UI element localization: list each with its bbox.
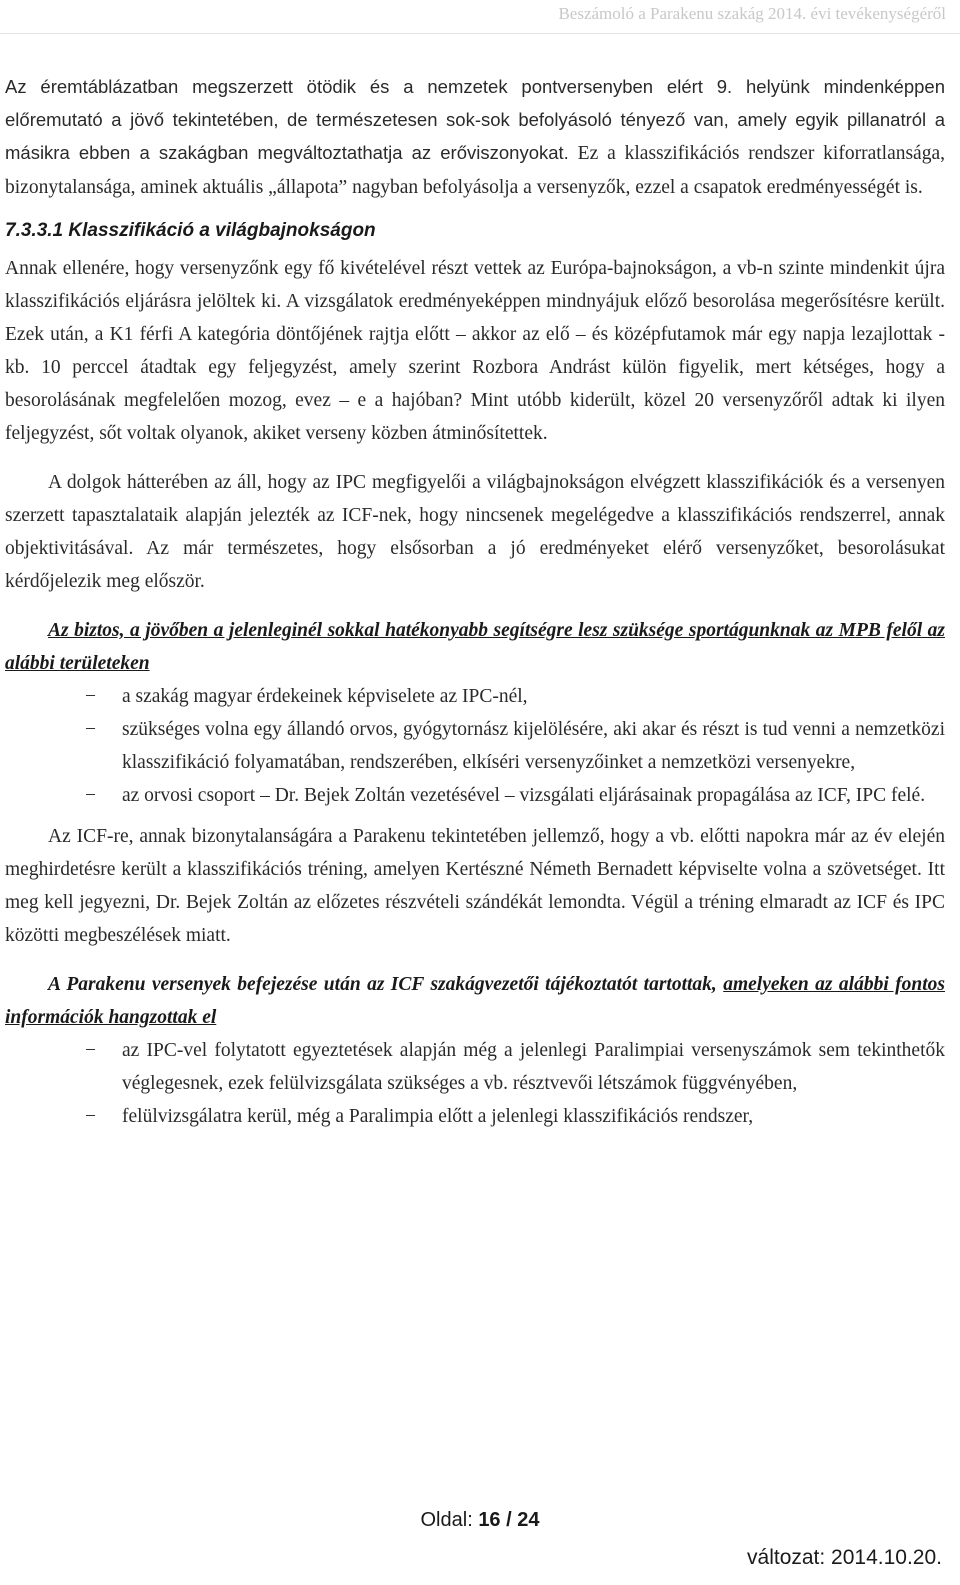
section-heading: 7.3.3.1 Klasszifikáció a világbajnokságon bbox=[5, 220, 376, 241]
dash-bullet: − bbox=[85, 719, 96, 740]
paragraph-background: A dolgok hátterében az áll, hogy az IPC megfigyelői a világbajnokságon elvégzett klasszifikációk és a versenyen szerzett tapasztalataik alapján jelezték az ICF-nek, hogy nincsenek megelégedve a klasszifikációs rendszerrel, annak objektivitásával. Az már természetes, hogy elsősorban a jó eredményeket elérő versenyzőket, besorolásukat kérdőjelezik meg először. bbox=[5, 472, 945, 592]
header-divider bbox=[0, 33, 960, 34]
intro-paragraph bbox=[5, 70, 945, 204]
list-item bbox=[5, 680, 945, 713]
needs-heading bbox=[5, 614, 945, 680]
intro-sentence-1: Az éremtáblázatban megszerzett ötödik és a nemzetek pontversenyben elért 9. helyünk mindenképpen előremutató a jövő tekintetében, de természetesen sok-sok befolyásoló tényező van, amely egyik pillanatról a másikra ebben a szakágban megváltoztathatja az erőviszonyokat. bbox=[5, 76, 945, 163]
icf-briefing-list bbox=[5, 1034, 945, 1133]
dash-bullet: − bbox=[85, 686, 96, 707]
dash-bullet: − bbox=[85, 1106, 96, 1127]
list-item-text: az orvosi csoport – Dr. Bejek Zoltán vezetésével – vizsgálati eljárásainak propagálása az ICF, IPC felé. bbox=[122, 785, 926, 806]
spacer bbox=[5, 952, 945, 968]
needs-list bbox=[5, 680, 945, 812]
list-item-text: a szakág magyar érdekeinek képviselete az IPC-nél, bbox=[122, 686, 528, 707]
list-item bbox=[5, 713, 945, 779]
intro-sentence-2: Ez a klasszifikációs rendszer kiforratlansága, bizonytalansága, aminek aktuális „állapota” nagyban befolyásolja a versenyzők, ezzel a csapatok eredményességét is. bbox=[5, 143, 945, 198]
dash-bullet: − bbox=[85, 785, 96, 806]
running-header: Beszámoló a Parakenu szakág 2014. évi tevékenységéről bbox=[558, 4, 946, 23]
dash-bullet: − bbox=[85, 1040, 96, 1061]
paragraph-icf: Az ICF-re, annak bizonytalanságára a Parakenu tekintetében jellemző, hogy a vb. előtti napokra már az év elején meghirdetésre került a klasszifikációs tréning, amelyen Kertészné Németh Bernadett képviselte volna a szövetséget. Itt meg kell jegyezni, Dr. Bejek Zoltán az előzetes részvételi szándékát lemondta. Végül a tréning elmaradt az ICF és IPC közötti megbeszélések miatt. bbox=[5, 826, 945, 946]
list-item bbox=[5, 779, 945, 812]
list-item bbox=[5, 1100, 945, 1133]
list-item bbox=[5, 1034, 945, 1100]
list-item-text: felülvizsgálatra kerül, még a Paralimpia előtt a jelenlegi klasszifikációs rendszer, bbox=[122, 1106, 754, 1127]
spacer bbox=[5, 598, 945, 614]
needs-heading-text: Az biztos, a jövőben a jelenleginél sokkal hatékonyabb segítségre lesz szüksége sportágunknak az MPB felől az alábbi területeken bbox=[5, 620, 945, 674]
spacer bbox=[5, 812, 945, 820]
version-label: változat: 2014.10.20. bbox=[747, 1546, 942, 1569]
icf-briefing-heading bbox=[5, 968, 945, 1034]
list-item-text: az IPC-vel folytatott egyeztetések alapján még a jelenlegi Paralimpiai versenyszámok sem tekinthetők véglegesnek, ezek felülvizsgálata szükséges a vb. résztvevői létszámok függvényében, bbox=[122, 1040, 945, 1094]
icf-briefing-heading-text: A Parakenu versenyek befejezése után az ICF szakágvezetői tájékoztatót tartottak, bbox=[48, 974, 724, 995]
page-number bbox=[0, 1509, 960, 1532]
page-count: 16 / 24 bbox=[478, 1509, 540, 1531]
list-item-text: szükséges volna egy állandó orvos, gyógytornász kijelölésére, aki akar és részt is tud venni a nemzetközi klasszifikáció folyamatában, rendszerében, elkíséri versenyzőinket a nemzetközi versenyekre, bbox=[122, 719, 945, 773]
page-body bbox=[5, 70, 945, 1133]
page-label: Oldal: bbox=[420, 1509, 479, 1531]
spacer bbox=[5, 450, 945, 466]
icf-briefing-heading-underlined: amelyeken az alábbi fontos információk hangzottak el bbox=[5, 974, 945, 1028]
paragraph-classification: Annak ellenére, hogy versenyzőnk egy fő kivételével részt vettek az Európa-bajnokságon, a vb-n szinte mindenkit újra klasszifikációs eljárásra jelöltek ki. A vizsgálatok eredményeképpen mindnyájuk előző besorolása megerősítésre került. Ezek után, a K1 férfi A kategória döntőjének rajtja előtt – akkor az elő – és középfutamok már egy napja lezajlottak - kb. 10 perccel átadtak egy feljegyzést, amely szerint Rozbora Andrást külön figyelik, mert kétséges, hogy a besorolásának megfelelően mozog, evez – e a hajóban? Mint utóbb kiderült, közel 20 versenyzőről adtak ki ilyen feljegyzést, sőt voltak olyanok, akiket verseny közben átminősítettek. bbox=[5, 258, 945, 444]
